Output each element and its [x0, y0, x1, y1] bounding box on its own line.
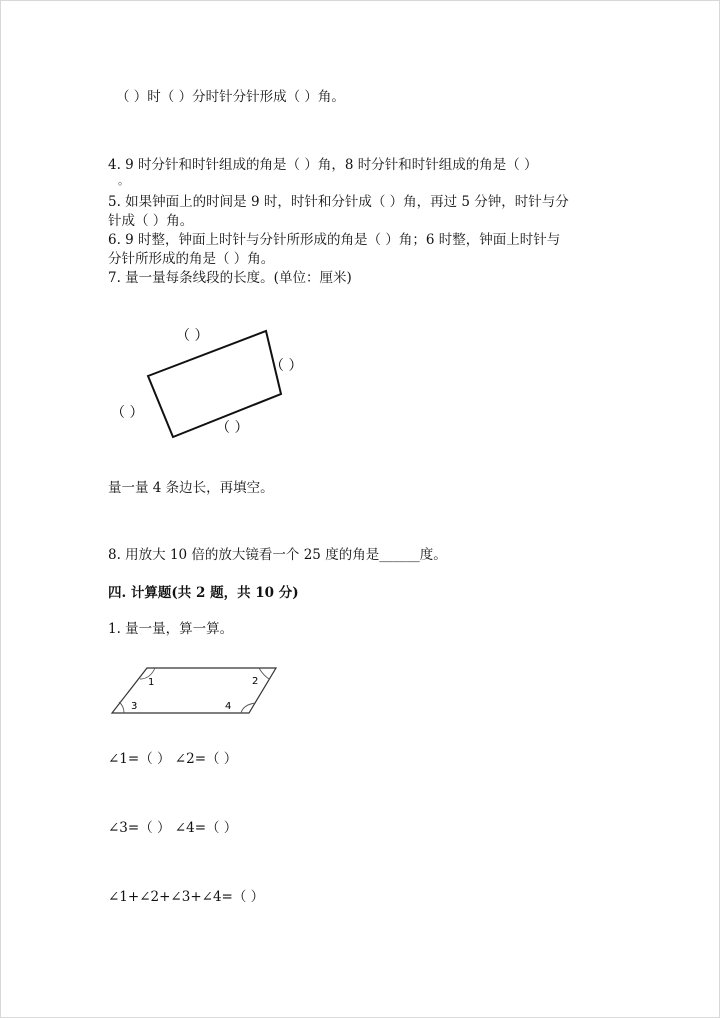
question-8: 8. 用放大 10 倍的放大镜看一个 25 度的角是______度。 — [108, 547, 447, 563]
rectangle-instruction: 量一量 4 条边长，再填空。 — [108, 480, 274, 496]
angle-label-3: 3 — [131, 701, 138, 712]
question-6-line-2: 分针所形成的角是（ ）角。 — [108, 251, 275, 267]
rect-bracket-top: （ ） — [176, 328, 209, 344]
question-4: 4. 9 时分针和时针组成的角是（ ）角，8 时分针和时针组成的角是（ ） — [108, 157, 538, 173]
angle-sum-answer: ∠1+∠2+∠3+∠4=（ ） — [108, 889, 265, 905]
angle-answers-3-4: ∠3=（ ） ∠4=（ ） — [108, 820, 238, 836]
question-4-end: 。 — [118, 174, 129, 187]
question-7: 7. 量一量每条线段的长度。(单位：厘米) — [108, 270, 352, 286]
angle-arc-2 — [259, 668, 269, 679]
question-5-line-2: 针成（ ）角。 — [108, 213, 194, 229]
rect-bracket-right: （ ） — [270, 358, 303, 374]
angle-arc-4 — [241, 703, 255, 713]
calc-question-1: 1. 量一量，算一算。 — [108, 621, 234, 637]
angle-answers-1-2: ∠1=（ ） ∠2=（ ） — [108, 751, 238, 767]
question-6-line-1: 6. 9 时整，钟面上时针与分针所形成的角是（ ）角；6 时整，钟面上时针与 — [108, 232, 561, 248]
angle-label-1: 1 — [148, 677, 155, 688]
rect-bracket-left: （ ） — [111, 405, 144, 421]
section-heading: 四. 计算题(共 2 题，共 10 分) — [108, 585, 299, 601]
rect-bracket-bottom: （ ） — [216, 420, 249, 436]
tilted-rectangle — [148, 331, 281, 437]
angle-label-2: 2 — [252, 676, 259, 687]
question-5-line-1: 5. 如果钟面上的时间是 9 时，时针和分针成（ ）角，再过 5 分钟，时针与分 — [108, 194, 569, 210]
parallelogram-figure — [100, 658, 290, 723]
angle-label-4: 4 — [225, 701, 232, 712]
clock-angle-question: （ ）时（ ）分时针分针形成（ ）角。 — [116, 89, 345, 105]
rectangle-figure — [100, 320, 360, 450]
